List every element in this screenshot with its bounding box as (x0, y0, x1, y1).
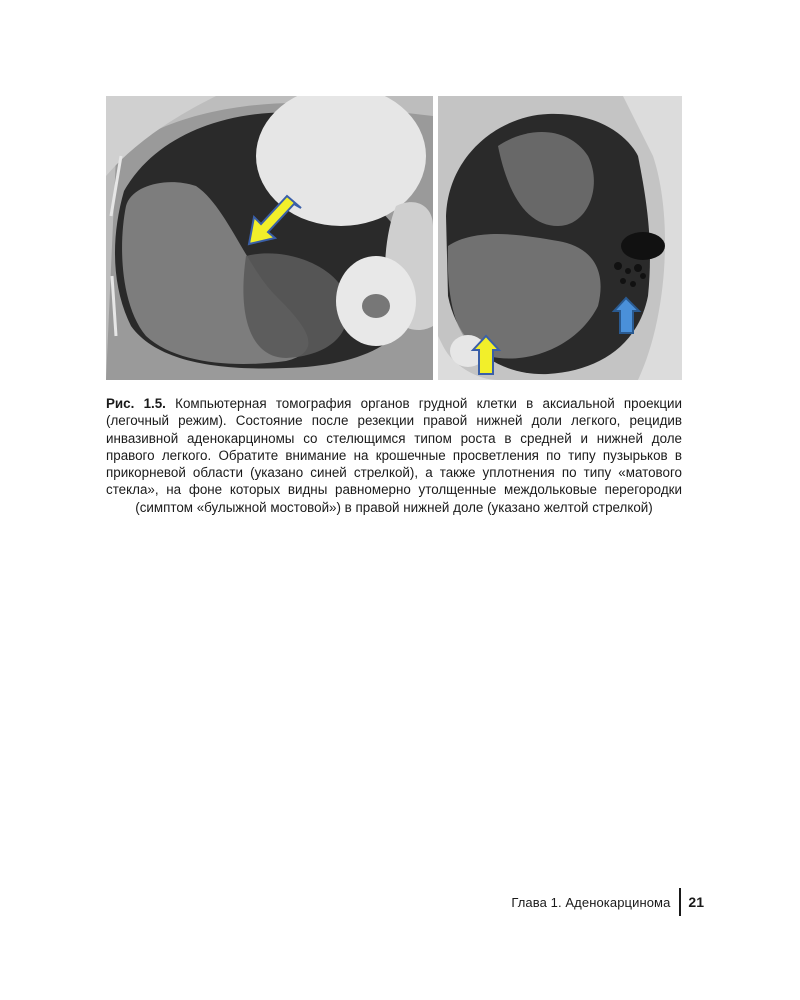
ct-scan-left (106, 96, 433, 380)
ct-scan-left-image (106, 96, 433, 380)
figure (106, 96, 682, 380)
figure-caption (106, 395, 682, 516)
page-footer (511, 888, 704, 916)
page-number: 21 (688, 894, 704, 910)
chapter-title: Глава 1. Аденокарцинома (511, 894, 671, 910)
ct-scan-right-image (438, 96, 682, 380)
caption-label: Рис. 1.5. (106, 396, 166, 411)
footer-divider (679, 888, 681, 916)
caption-text: Компьютерная томография органов грудной клетки в аксиальной проекции (легочный режим). Состояние после резекции правой нижней доли легкого, рецидив инвазивной аденокарциномы со стелющимся типом роста в средней и нижней доле правого легкого. Обратите внимание на крошечные просветления по типу пузырьков в прикорневой области (указано синей стрелкой), а также уплотнения по типу «матового стекла», на фоне которых видны равномерно утолщенные междольковые перегородки (симптом «булыжной мостовой») в правой нижней доле (указано желтой стрелкой) (106, 396, 683, 515)
ct-scan-right (438, 96, 682, 380)
